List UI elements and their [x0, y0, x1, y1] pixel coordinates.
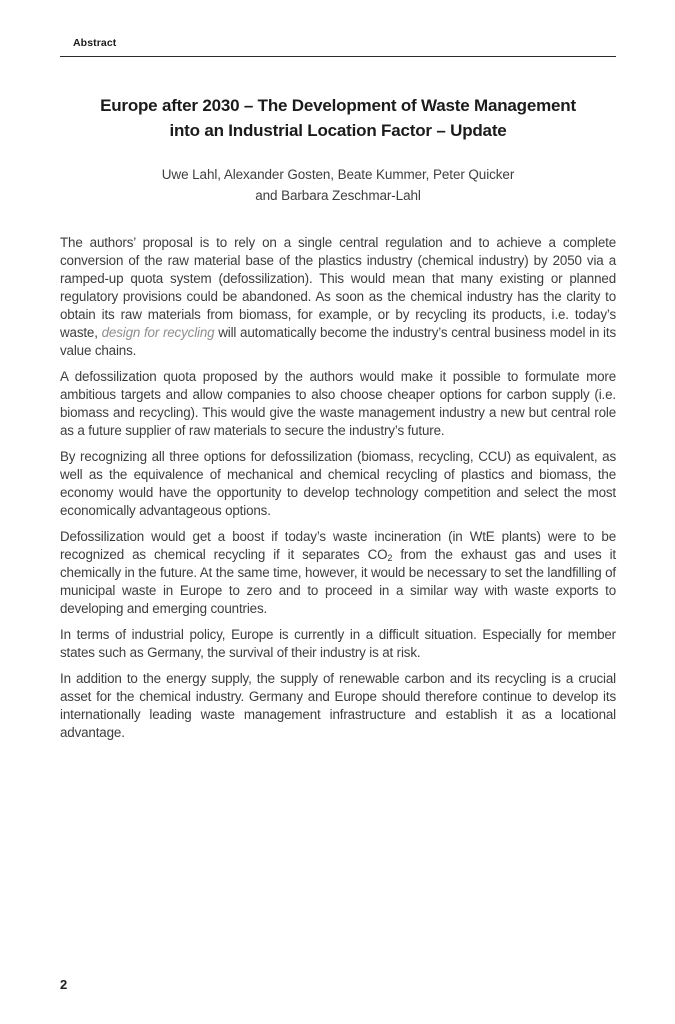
- title-line-1: Europe after 2030 – The Development of Waste Management: [100, 96, 576, 115]
- article-title: [60, 93, 616, 143]
- authors-line-1: Uwe Lahl, Alexander Gosten, Beate Kummer, Peter Quicker: [161, 167, 515, 182]
- page-number: 2: [60, 977, 68, 992]
- title-line-2: into an Industrial Location Factor – Update: [169, 121, 507, 140]
- italic-phrase: design for recycling: [101, 325, 215, 340]
- abstract-paragraph-1: [60, 234, 616, 360]
- abstract-paragraph-3: By recognizing all three options for defossilization (biomass, recycling, CCU) as equivalent, as well as the equivalence of mechanical and chemical recycling of plastics and biomass, the economy would have the opportunity to develop technology competition and select the most economically advantageous options.: [60, 449, 616, 518]
- page-footer: [60, 976, 67, 994]
- author-list: [60, 164, 616, 206]
- abstract-paragraph-4: [60, 528, 616, 618]
- paragraph-text: from the exhaust gas and uses it chemically in the future. At the same time, however, it would be necessary to set the landfilling of municipal waste in Europe to zero and to proceed in a similar way with waste exports to developing and emerging countries.: [60, 547, 616, 616]
- paragraph-text: will automatically become the industry’s central business model in its value chains.: [60, 325, 616, 358]
- abstract-body: [60, 234, 616, 742]
- abstract-paragraph-6: In addition to the energy supply, the supply of renewable carbon and its recycling is a crucial asset for the chemical industry. Germany and Europe should therefore continue to develop its internationally leading waste management infrastructure and establish it as a locational advantage.: [60, 671, 616, 740]
- page-header: [60, 33, 616, 57]
- section-label: Abstract: [73, 37, 117, 49]
- co2-subscript: 2: [387, 553, 393, 563]
- paragraph-text: Defossilization would get a boost if today’s waste incineration (in WtE plants) were to be recognized as chemical recycling if it separates CO: [60, 529, 616, 562]
- authors-line-2: and Barbara Zeschmar-Lahl: [255, 188, 421, 203]
- abstract-paragraph-5: In terms of industrial policy, Europe is currently in a difficult situation. Especially for member states such as Germany, the survival of their industry is at risk.: [60, 627, 616, 660]
- abstract-paragraph-2: A defossilization quota proposed by the authors would make it possible to formulate more ambitious targets and allow companies to also choose cheaper options for carbon supply (i.e. biomass and recycling). This would give the waste management industry a new but central role as a future supplier of raw materials to secure the industry’s future.: [60, 369, 616, 438]
- paragraph-text: The authors’ proposal is to rely on a single central regulation and to achieve a complete conversion of the raw material base of the plastics industry (chemical industry) by 2050 via a ramped-up quota system (defossilization). This would mean that many existing or planned regulatory provisions could be abandoned. As soon as the chemical industry has the clarity to obtain its raw materials from biomass, for example, or by recycling its products, i.e. today’s waste,: [60, 235, 616, 340]
